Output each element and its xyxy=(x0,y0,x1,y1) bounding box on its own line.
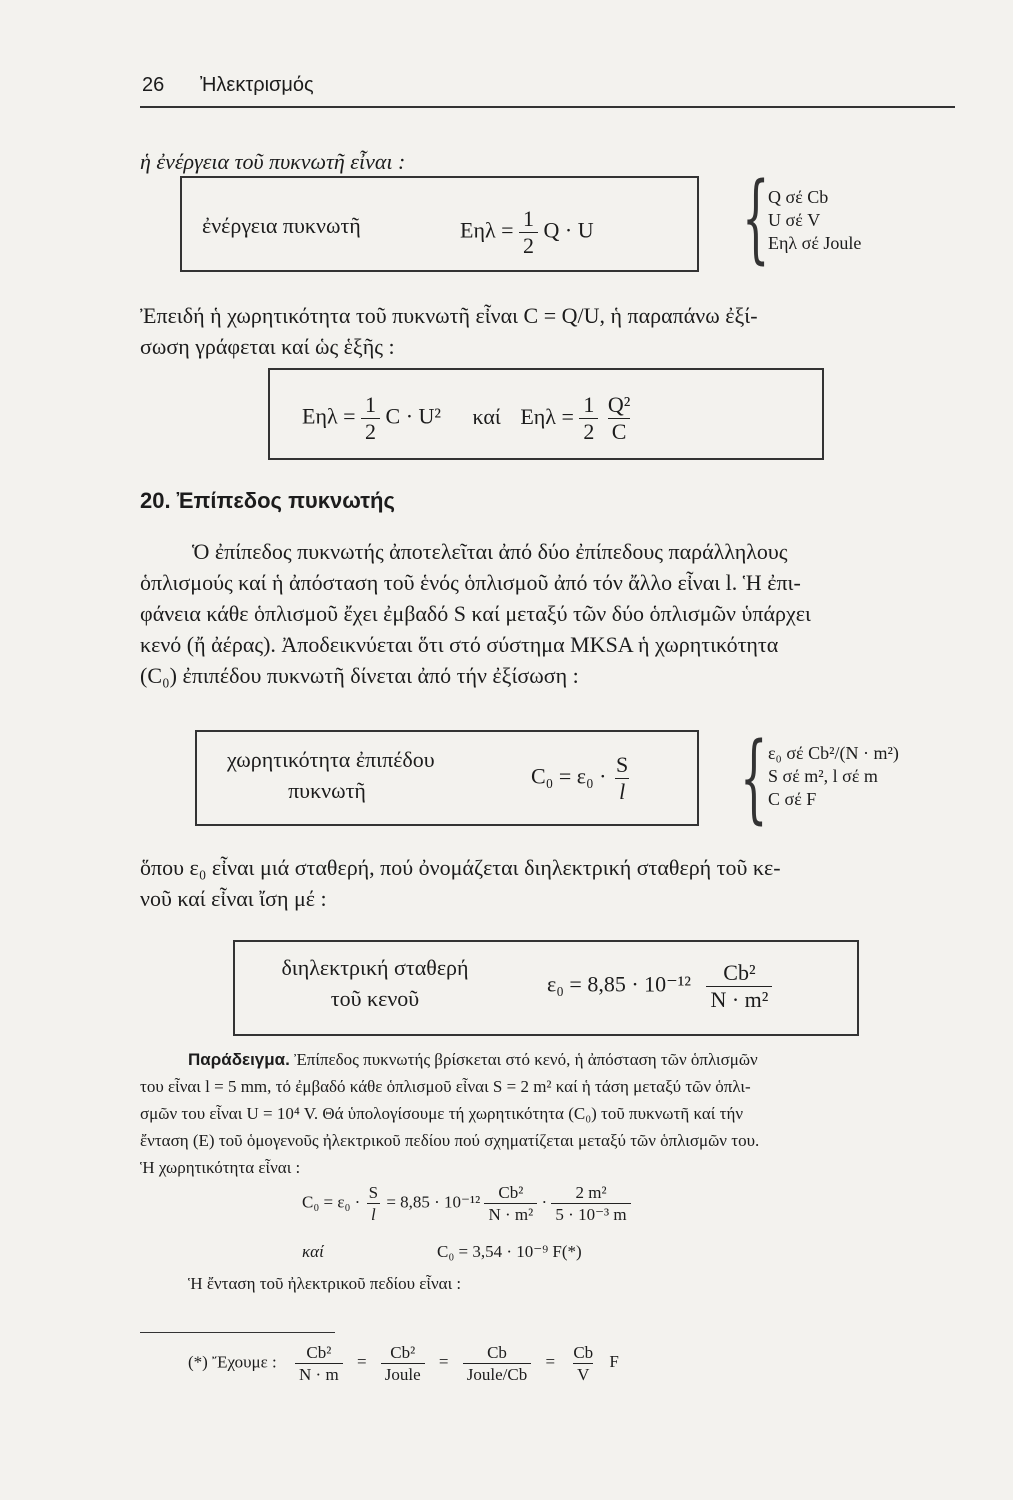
energy-lhs: Eηλ = xyxy=(460,217,514,243)
eps-value: ε₀ = 8,85 · 10⁻¹² xyxy=(547,971,691,997)
example-paragraph xyxy=(188,1046,963,1073)
fn-n3: Cb xyxy=(487,1343,507,1362)
example-line-1: Ἐπίπεδος πυκνωτής βρίσκεται στό κενό, ἡ ἀπόσταση τῶν ὁπλισμῶν xyxy=(294,1050,758,1069)
unit-c: C σέ F xyxy=(768,789,817,809)
header-rule xyxy=(140,106,955,108)
dielectric-label xyxy=(265,952,485,1014)
plate-fraction xyxy=(612,754,632,803)
example-line-5: Ἡ χωρητικότητα εἶναι : xyxy=(140,1158,301,1177)
dielectric-label-1: διηλεκτρική σταθερή xyxy=(281,955,469,980)
para-line-5: (C₀) ἐπιπέδου πυκνωτῆ δίνεται ἀπό τήν ἐξίσωση : xyxy=(140,663,579,688)
f2-den2: C xyxy=(608,418,631,443)
eq1-frac2 xyxy=(484,1184,537,1223)
para-line-2: ὁπλισμούς καί ἡ ἀπόσταση τοῦ ἑνός ὁπλισμοῦ ἀπό τόν ἄλλο εἶναι l. Ἡ ἐπι- xyxy=(140,570,801,595)
eq1-d3: 5 · 10⁻³ m xyxy=(551,1203,630,1223)
units-brace-1: { xyxy=(742,162,770,274)
and-word: καί xyxy=(472,403,501,429)
example-line-2: του εἶναι l = 5 mm, τό ἐμβαδό κάθε ὁπλισμοῦ εἶναι S = 2 m² καί ἡ τάση μεταξύ τῶν ὁπλι- xyxy=(140,1077,751,1096)
eps-unit-den: N · m² xyxy=(706,986,772,1011)
fn-n1: Cb² xyxy=(306,1343,332,1362)
units-brace-2: { xyxy=(740,722,768,834)
fn-frac3 xyxy=(463,1344,531,1383)
f2-fraction-1 xyxy=(579,394,598,443)
eps-text-1: ὅπου ε₀ εἶναι μιά σταθερή, πού ὀνομάζεται διηλεκτρική σταθερή τοῦ κε- xyxy=(140,855,781,880)
energy-rhs: Q · U xyxy=(543,217,594,243)
example-body xyxy=(140,1073,960,1181)
eq1-lhs: C₀ = ε₀ · xyxy=(302,1192,361,1212)
eps-text-2: νοῦ καί εἶναι ἴση μέ : xyxy=(140,886,327,911)
capacity-text-1: Ἐπειδή ἡ χωρητικότητα τοῦ πυκνωτῆ εἶναι C = Q/U, ἡ παραπάνω ἐξί- xyxy=(140,303,758,328)
section-paragraph xyxy=(140,536,960,691)
f1-den: 2 xyxy=(361,418,380,443)
page-number: 26 xyxy=(142,74,165,96)
fn-d2: Joule xyxy=(381,1363,425,1383)
eq1-n1: S xyxy=(368,1183,379,1202)
dielectric-formula xyxy=(547,962,772,1011)
section-heading: 20. Ἐπίπεδος πυκνωτής xyxy=(140,488,395,513)
energy-formula-box xyxy=(180,176,699,272)
fn-eq3: = xyxy=(545,1352,556,1372)
example-line-3: σμῶν του εἶναι U = 10⁴ V. Θά ὑπολογίσουμε τή χωρητικότητα (C₀) τοῦ πυκνωτῆ καί τήν xyxy=(140,1104,744,1123)
fn-d4: V xyxy=(573,1363,593,1383)
para-line-1: Ὁ ἐπίπεδος πυκνωτής ἀποτελεῖται ἀπό δύο ἐπίπεδους παράλληλους xyxy=(192,539,788,564)
energy-alt-formula xyxy=(302,394,634,443)
fn-d1: N · m xyxy=(295,1363,343,1383)
unit-q: Q σέ Cb xyxy=(768,187,829,207)
unit-e: Eηλ σέ Joule xyxy=(768,233,862,253)
eps-unit-fraction xyxy=(706,962,772,1011)
plate-formula xyxy=(531,754,632,803)
example-title: Παράδειγμα. xyxy=(188,1050,290,1069)
energy-alt-box xyxy=(268,368,824,460)
fn-eq1: = xyxy=(356,1352,367,1372)
fn-d3: Joule/Cb xyxy=(463,1363,531,1383)
plate-den: l xyxy=(615,778,629,803)
f1-rhs: C · U² xyxy=(385,403,442,429)
energy-intro: ἡ ἐνέργεια τοῦ πυκνωτῆ εἶναι : xyxy=(140,149,406,174)
f1-fraction xyxy=(361,394,380,443)
para-line-3: φάνεια κάθε ὁπλισμοῦ ἔχει ἐμβαδό S καί μεταξύ τῶν δύο ὁπλισμῶν ὑπάρχει xyxy=(140,601,811,626)
f2-den1: 2 xyxy=(579,418,598,443)
unit-eps: ε₀ σέ Cb²/(N · m²) xyxy=(768,743,899,763)
plate-label-1: χωρητικότητα ἐπιπέδου xyxy=(227,747,435,772)
eq1-n3: 2 m² xyxy=(575,1183,607,1202)
footnote-label: (*) Ἔχουμε : xyxy=(188,1352,277,1372)
plate-capacitor-box xyxy=(195,730,699,826)
example-line-4: ἔνταση (E) τοῦ ὁμογενοῦς ἠλεκτρικοῦ πεδίου πού σχηματίζεται μεταξύ τῶν ὁπλισμῶν του. xyxy=(140,1131,760,1150)
eq1-frac1 xyxy=(365,1184,382,1223)
chapter-title: Ἠλεκτρισμός xyxy=(200,74,314,96)
f2-num1: 1 xyxy=(583,392,595,417)
energy-formula xyxy=(460,208,594,257)
example-eq1 xyxy=(302,1184,631,1223)
footnote xyxy=(188,1344,619,1383)
eps-unit-num: Cb² xyxy=(723,960,756,985)
fn-end: F xyxy=(609,1352,619,1372)
plate-label xyxy=(227,744,435,806)
f2-fraction-2 xyxy=(604,394,634,443)
dielectric-label-2: τοῦ κενοῦ xyxy=(330,986,420,1011)
plate-units xyxy=(768,742,899,811)
f1-lhs: Eηλ = xyxy=(302,403,356,429)
eq2-kai: καί xyxy=(302,1242,324,1261)
plate-label-2: πυκνωτῆ xyxy=(288,778,366,803)
unit-u: U σέ V xyxy=(768,210,821,230)
half-num: 1 xyxy=(523,206,535,231)
f1-num: 1 xyxy=(365,392,377,417)
capacity-text-2: σωση γράφεται καί ὡς ἑξῆς : xyxy=(140,334,395,359)
half-fraction xyxy=(519,208,538,257)
para-line-4: κενό (ἤ ἀέρας). Ἀποδεικνύεται ὅτι στό σύστημα MKSA ἡ χωρητικότητα xyxy=(140,632,779,657)
eq2: C₀ = 3,54 · 10⁻⁹ F(*) xyxy=(437,1242,582,1261)
half-den: 2 xyxy=(519,232,538,257)
fn-frac1 xyxy=(295,1344,343,1383)
eq1-n2: Cb² xyxy=(498,1183,524,1202)
fn-eq2: = xyxy=(438,1352,449,1372)
fn-n4: Cb xyxy=(573,1343,594,1362)
dielectric-box xyxy=(233,940,859,1036)
footnote-rule xyxy=(140,1332,335,1333)
f2-num2: Q² xyxy=(607,392,631,417)
eq1-mid: = 8,85 · 10⁻¹² xyxy=(386,1192,481,1212)
unit-s-l: S σέ m², l σέ m xyxy=(768,766,878,786)
fn-frac4 xyxy=(569,1344,597,1383)
energy-box-label: ἐνέργεια πυκνωτῆ xyxy=(202,213,361,238)
fn-n2: Cb² xyxy=(390,1343,416,1362)
energy-units xyxy=(768,186,861,255)
fn-frac2 xyxy=(381,1344,425,1383)
eq1-frac3 xyxy=(551,1184,630,1223)
eq1-d2: N · m² xyxy=(484,1203,537,1223)
plate-lhs: C₀ = ε₀ · xyxy=(531,763,607,789)
plate-num: S xyxy=(616,752,629,777)
eq1-dot: · xyxy=(541,1192,548,1212)
eq1-d1: l xyxy=(367,1203,380,1223)
example-line-6: Ἡ ἔνταση τοῦ ἠλεκτρικοῦ πεδίου εἶναι : xyxy=(188,1274,462,1293)
f2-lhs: Eηλ = xyxy=(520,403,574,429)
